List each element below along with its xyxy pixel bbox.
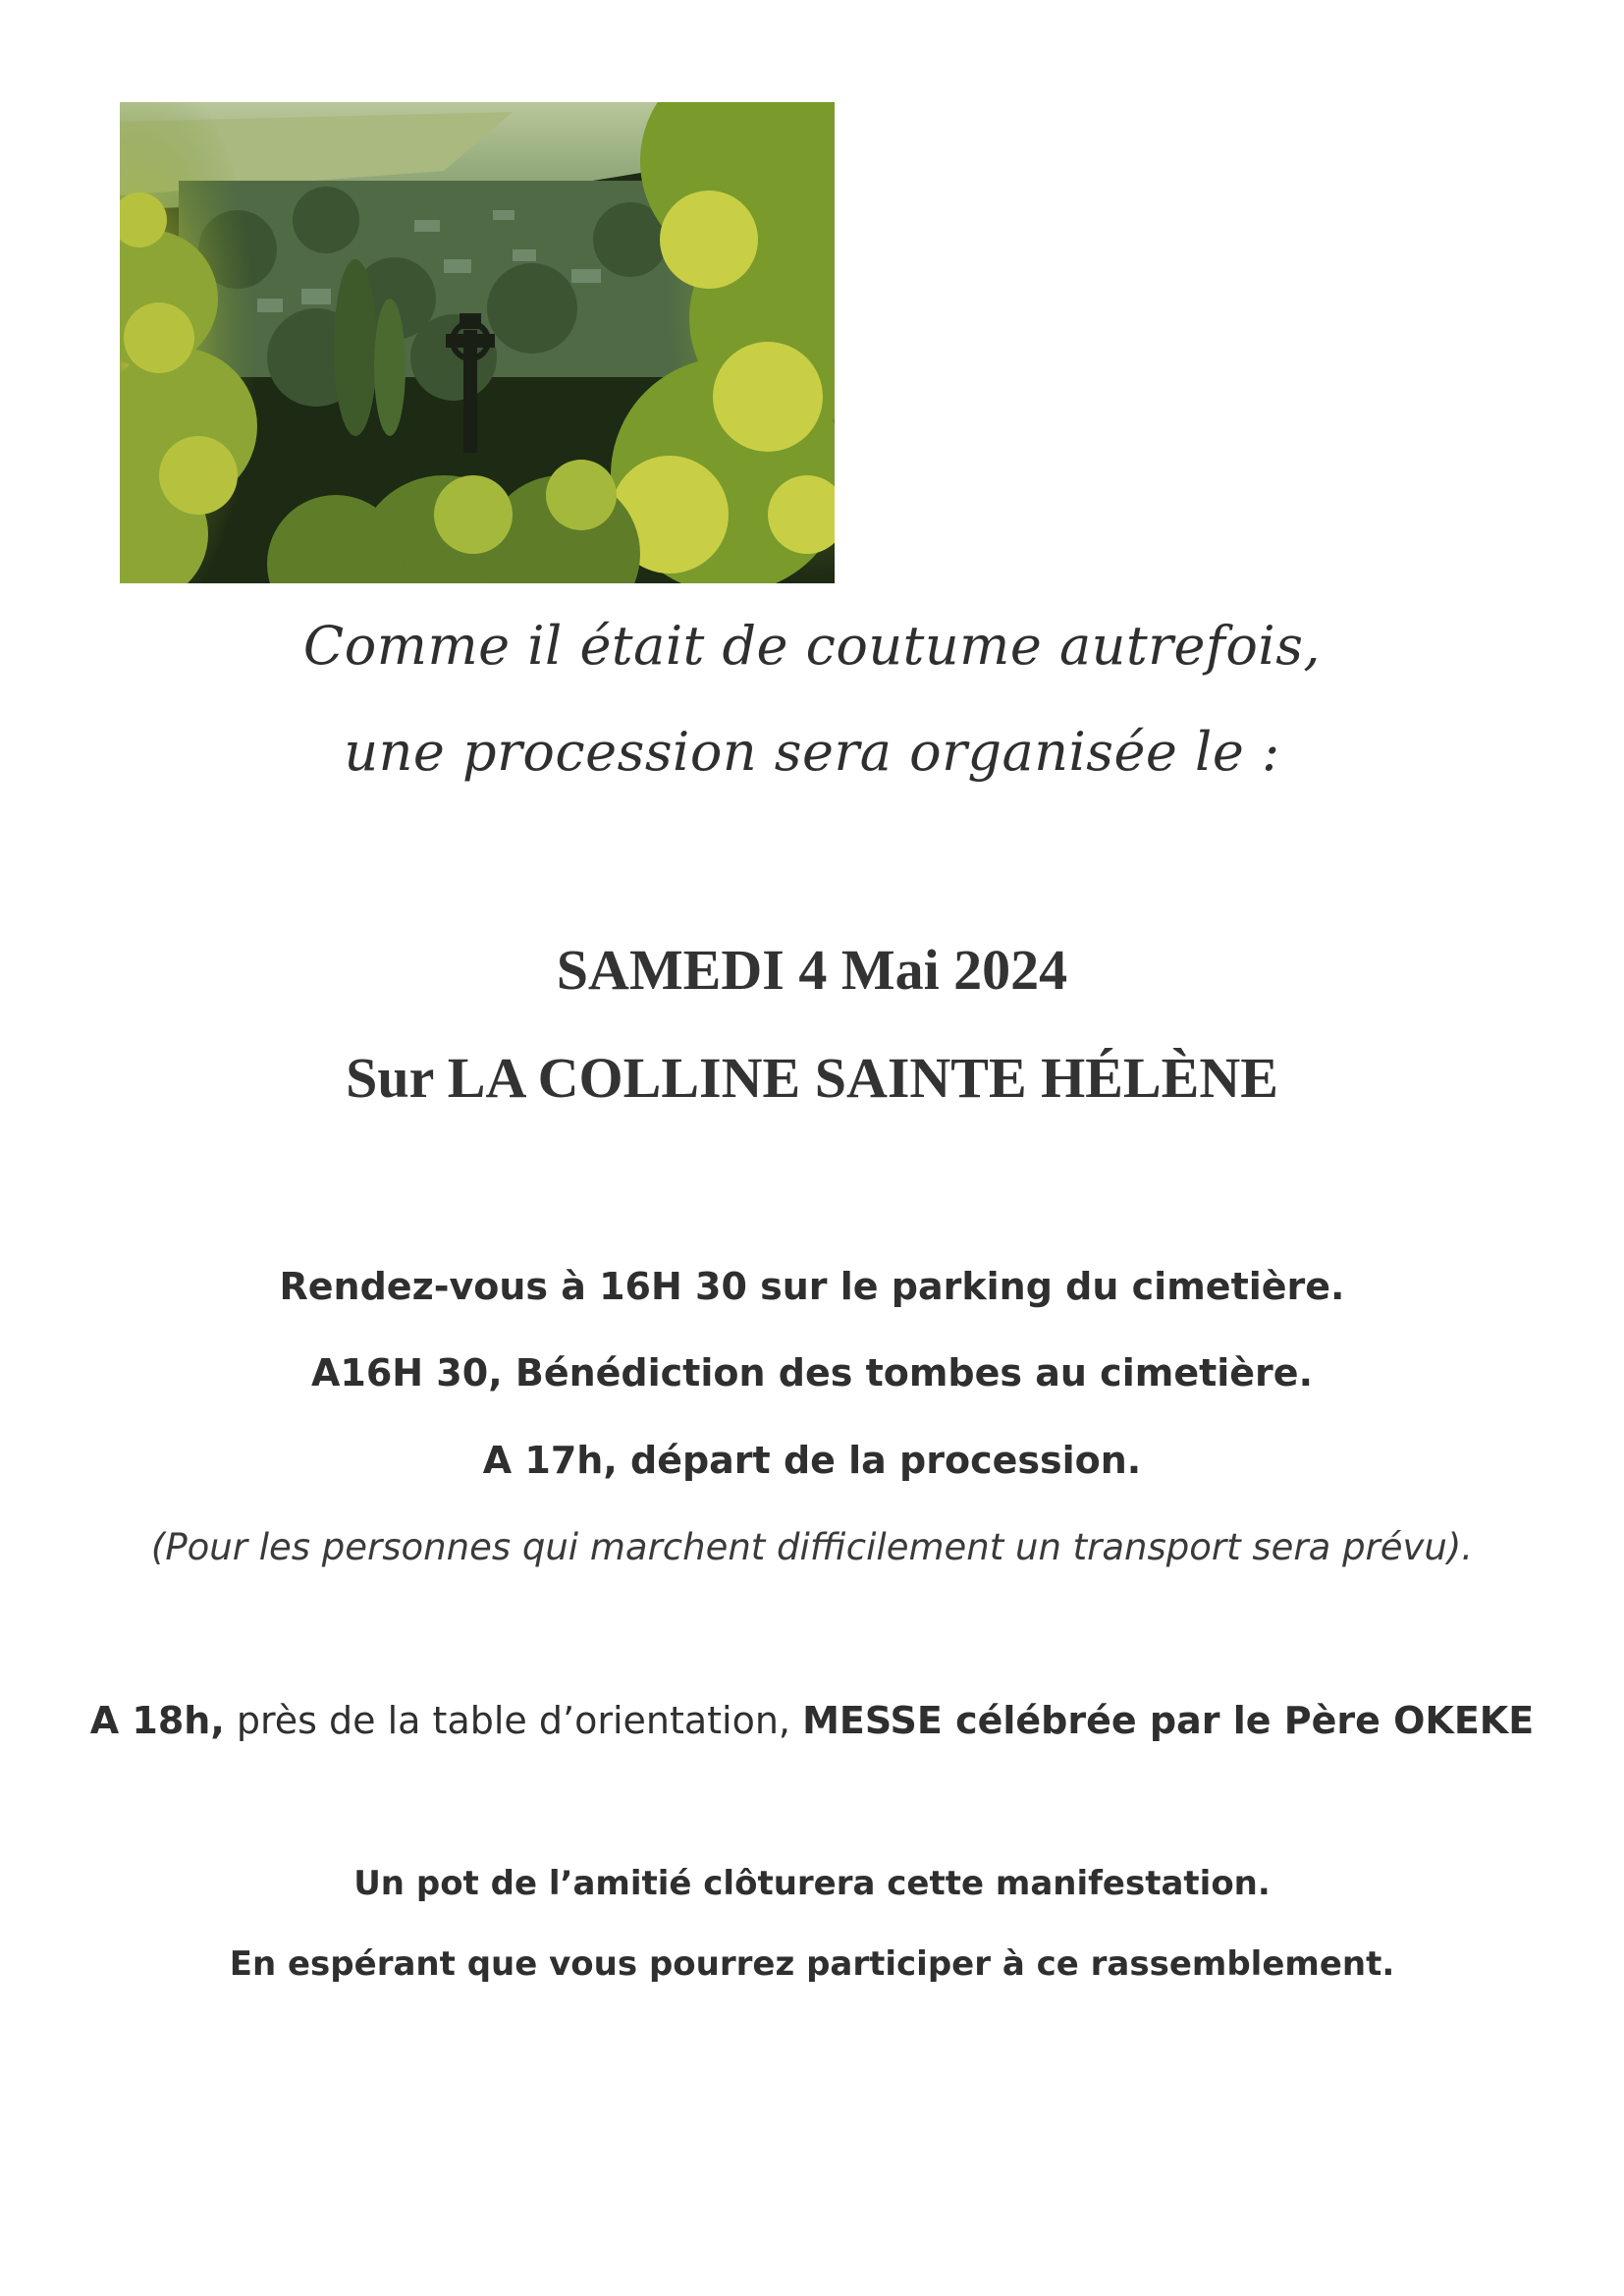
schedule-rdv: Rendez-vous à 16H 30 sur le parking du cimetière. (279, 1265, 1345, 1308)
mass-title: MESSE célébrée par le Père OKEKE (802, 1699, 1535, 1742)
closing-line-2: En espérant que vous pourrez participer à ce rassemblement. (229, 1944, 1395, 1984)
intro-line-2: une procession sera organisée le : (344, 721, 1280, 783)
hill-cross-photo (120, 102, 835, 583)
closing-line-1: Un pot de l’amitié clôturera cette manifestation. (353, 1864, 1271, 1903)
mass-announcement (0, 1699, 1624, 1742)
event-place: Sur LA COLLINE SAINTE HÉLÈNE (346, 1046, 1278, 1110)
schedule-departure: A 17h, départ de la procession. (482, 1439, 1142, 1482)
transport-note: (Pour les personnes qui marchent difficilement un transport sera prévu). (150, 1526, 1474, 1568)
mass-time: A 18h, (89, 1699, 225, 1742)
schedule-blessing: A16H 30, Bénédiction des tombes au cimetière. (310, 1351, 1314, 1394)
event-date: SAMEDI 4 Mai 2024 (556, 938, 1068, 1002)
intro-line-1: Comme il était de coutume autrefois, (302, 615, 1322, 677)
mass-location: près de la table d’orientation, (224, 1699, 803, 1742)
